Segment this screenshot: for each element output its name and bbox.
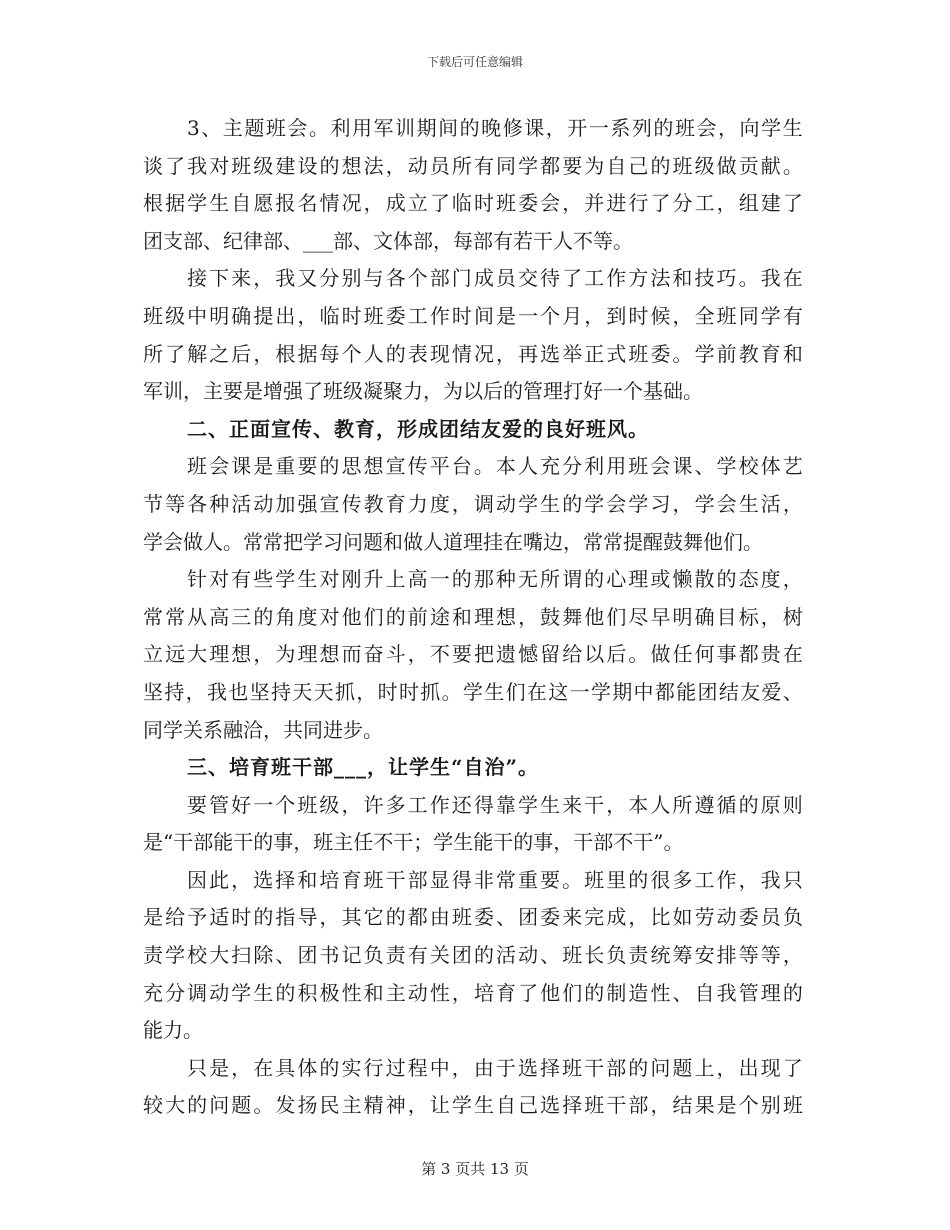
text-line: 能力。 xyxy=(143,1018,203,1043)
text-line: 同学关系融洽，共同进步。 xyxy=(143,717,383,742)
document-body xyxy=(143,110,803,1125)
text-line: 军训，主要是增强了班级凝聚力，为以后的管理打好一个基础。 xyxy=(143,379,703,404)
section-heading-line: 三、培育班干部___，让学生“自治”。 xyxy=(187,755,540,780)
text-line: 班 会 课 是 重 要 的 思 想 宣 传 平 台 。 本 人 充 分 利 用 班 会 课 、 学 校 体 艺 xyxy=(187,454,803,479)
section-heading-line: 二、正面宣传、教育，形成团结友爱的良好班风。 xyxy=(187,416,649,441)
text-line: 针 对 有 些 学 生 对 刚 升 上 高 一 的 那 种 无 所 谓 的 心 理 或 懒 散 的 态 度 ， xyxy=(187,567,803,592)
text-line: 立 远 大 理 想 ， 为 理 想 而 奋 斗 ， 不 要 把 遗 憾 留 给 以 后 。 做 任 何 事 都 贵 在 xyxy=(143,642,803,667)
text-line: 常 常 从 高 三 的 角 度 对 他 们 的 前 途 和 理 想 ， 鼓 舞 他 们 尽 早 明 确 目 标 ， 树 xyxy=(143,604,803,629)
text-line: 学会做人。常常把学习问题和做人道理挂在嘴边，常常提醒鼓舞他们。 xyxy=(143,529,763,554)
text-line: 充 分 调 动 学 生 的 积 极 性 和 主 动 性 ， 培 育 了 他 们 的 制 造 性 、 自 我 管 理 的 xyxy=(143,980,803,1005)
text-line: 是 给 予 适 时 的 指 导 ， 其 它 的 都 由 班 委 、 团 委 来 完 成 ， 比 如 劳 动 委 员 负 xyxy=(143,905,803,930)
page-header: 下载后可任意编辑 xyxy=(426,55,523,69)
text-line: 班 级 中 明 确 提 出 ， 临 时 班 委 工 作 时 间 是 一 个 月 ， 到 时 候 ， 全 班 同 学 有 xyxy=(143,303,803,328)
text-line: 接 下 来 ， 我 又 分 别 与 各 个 部 门 成 员 交 待 了 工 作 方 法 和 技 巧 。 我 在 xyxy=(187,266,803,291)
text-line: 3 、 主 题 班 会 。 利 用 军 训 期 间 的 晚 修 课 ， 开 一 系 列 的 班 会 ， 向 学 生 xyxy=(187,116,803,140)
page-footer: 第 3 页共 13 页 xyxy=(421,1160,529,1178)
text-line: 根 据 学 生 自 愿 报 名 情 况 ， 成 立 了 临 时 班 委 会 ， 并 进 行 了 分 工 ， 组 建 了 xyxy=(143,191,803,216)
text-line: 较 大 的 问 题 。 发 扬 民 主 精 神 ， 让 学 生 自 己 选 择 班 干 部 ， 结 果 是 个 别 班 xyxy=(143,1093,803,1118)
text-line: 所 了 解 之 后 ， 根 据 每 个 人 的 表 现 情 况 ， 再 选 举 正 式 班 委 。 学 前 教 育 和 xyxy=(143,341,803,366)
text-line: 只 是 ， 在 具 体 的 实 行 过 程 中 ， 由 于 选 择 班 干 部 的 问 题 上 ， 出 现 了 xyxy=(187,1055,803,1080)
text-line: 要 管 好 一 个 班 级 ， 许 多 工 作 还 得 靠 学 生 来 干 ， 本 人 所 遵 循 的 原 则 xyxy=(187,792,803,817)
text-line: 节 等 各 种 活 动 加 强 宣 传 教 育 力 度 ， 调 动 学 生 的 学 会 学 习 ， 学 会 生 活 ， xyxy=(143,491,803,516)
text-line: 谈 了 我 对 班 级 建 设 的 想 法 ， 动 员 所 有 同 学 都 要 为 自 己 的 班 级 做 贡 献 。 xyxy=(143,153,803,178)
text-line: 团支部、纪律部、___部、文体部，每部有若干人不等。 xyxy=(143,228,633,253)
text-line: 坚 持 ， 我 也 坚 持 天 天 抓 ， 时 时 抓 。 学 生 们 在 这 一 学 期 中 都 能 团 结 友 爱 、 xyxy=(143,679,803,704)
text-line: 是“干部能干的事，班主任不干；学生能干的事，干部不干”。 xyxy=(143,830,684,855)
text-line: 因 此 ， 选 择 和 培 育 班 干 部 显 得 非 常 重 要 。 班 里 的 很 多 工 作 ， 我 只 xyxy=(187,867,803,892)
text-line: 责 学 校 大 扫 除 、 团 书 记 负 责 有 关 团 的 活 动 、 班 长 负 责 统 筹 安 排 等 等 ， xyxy=(143,943,803,968)
